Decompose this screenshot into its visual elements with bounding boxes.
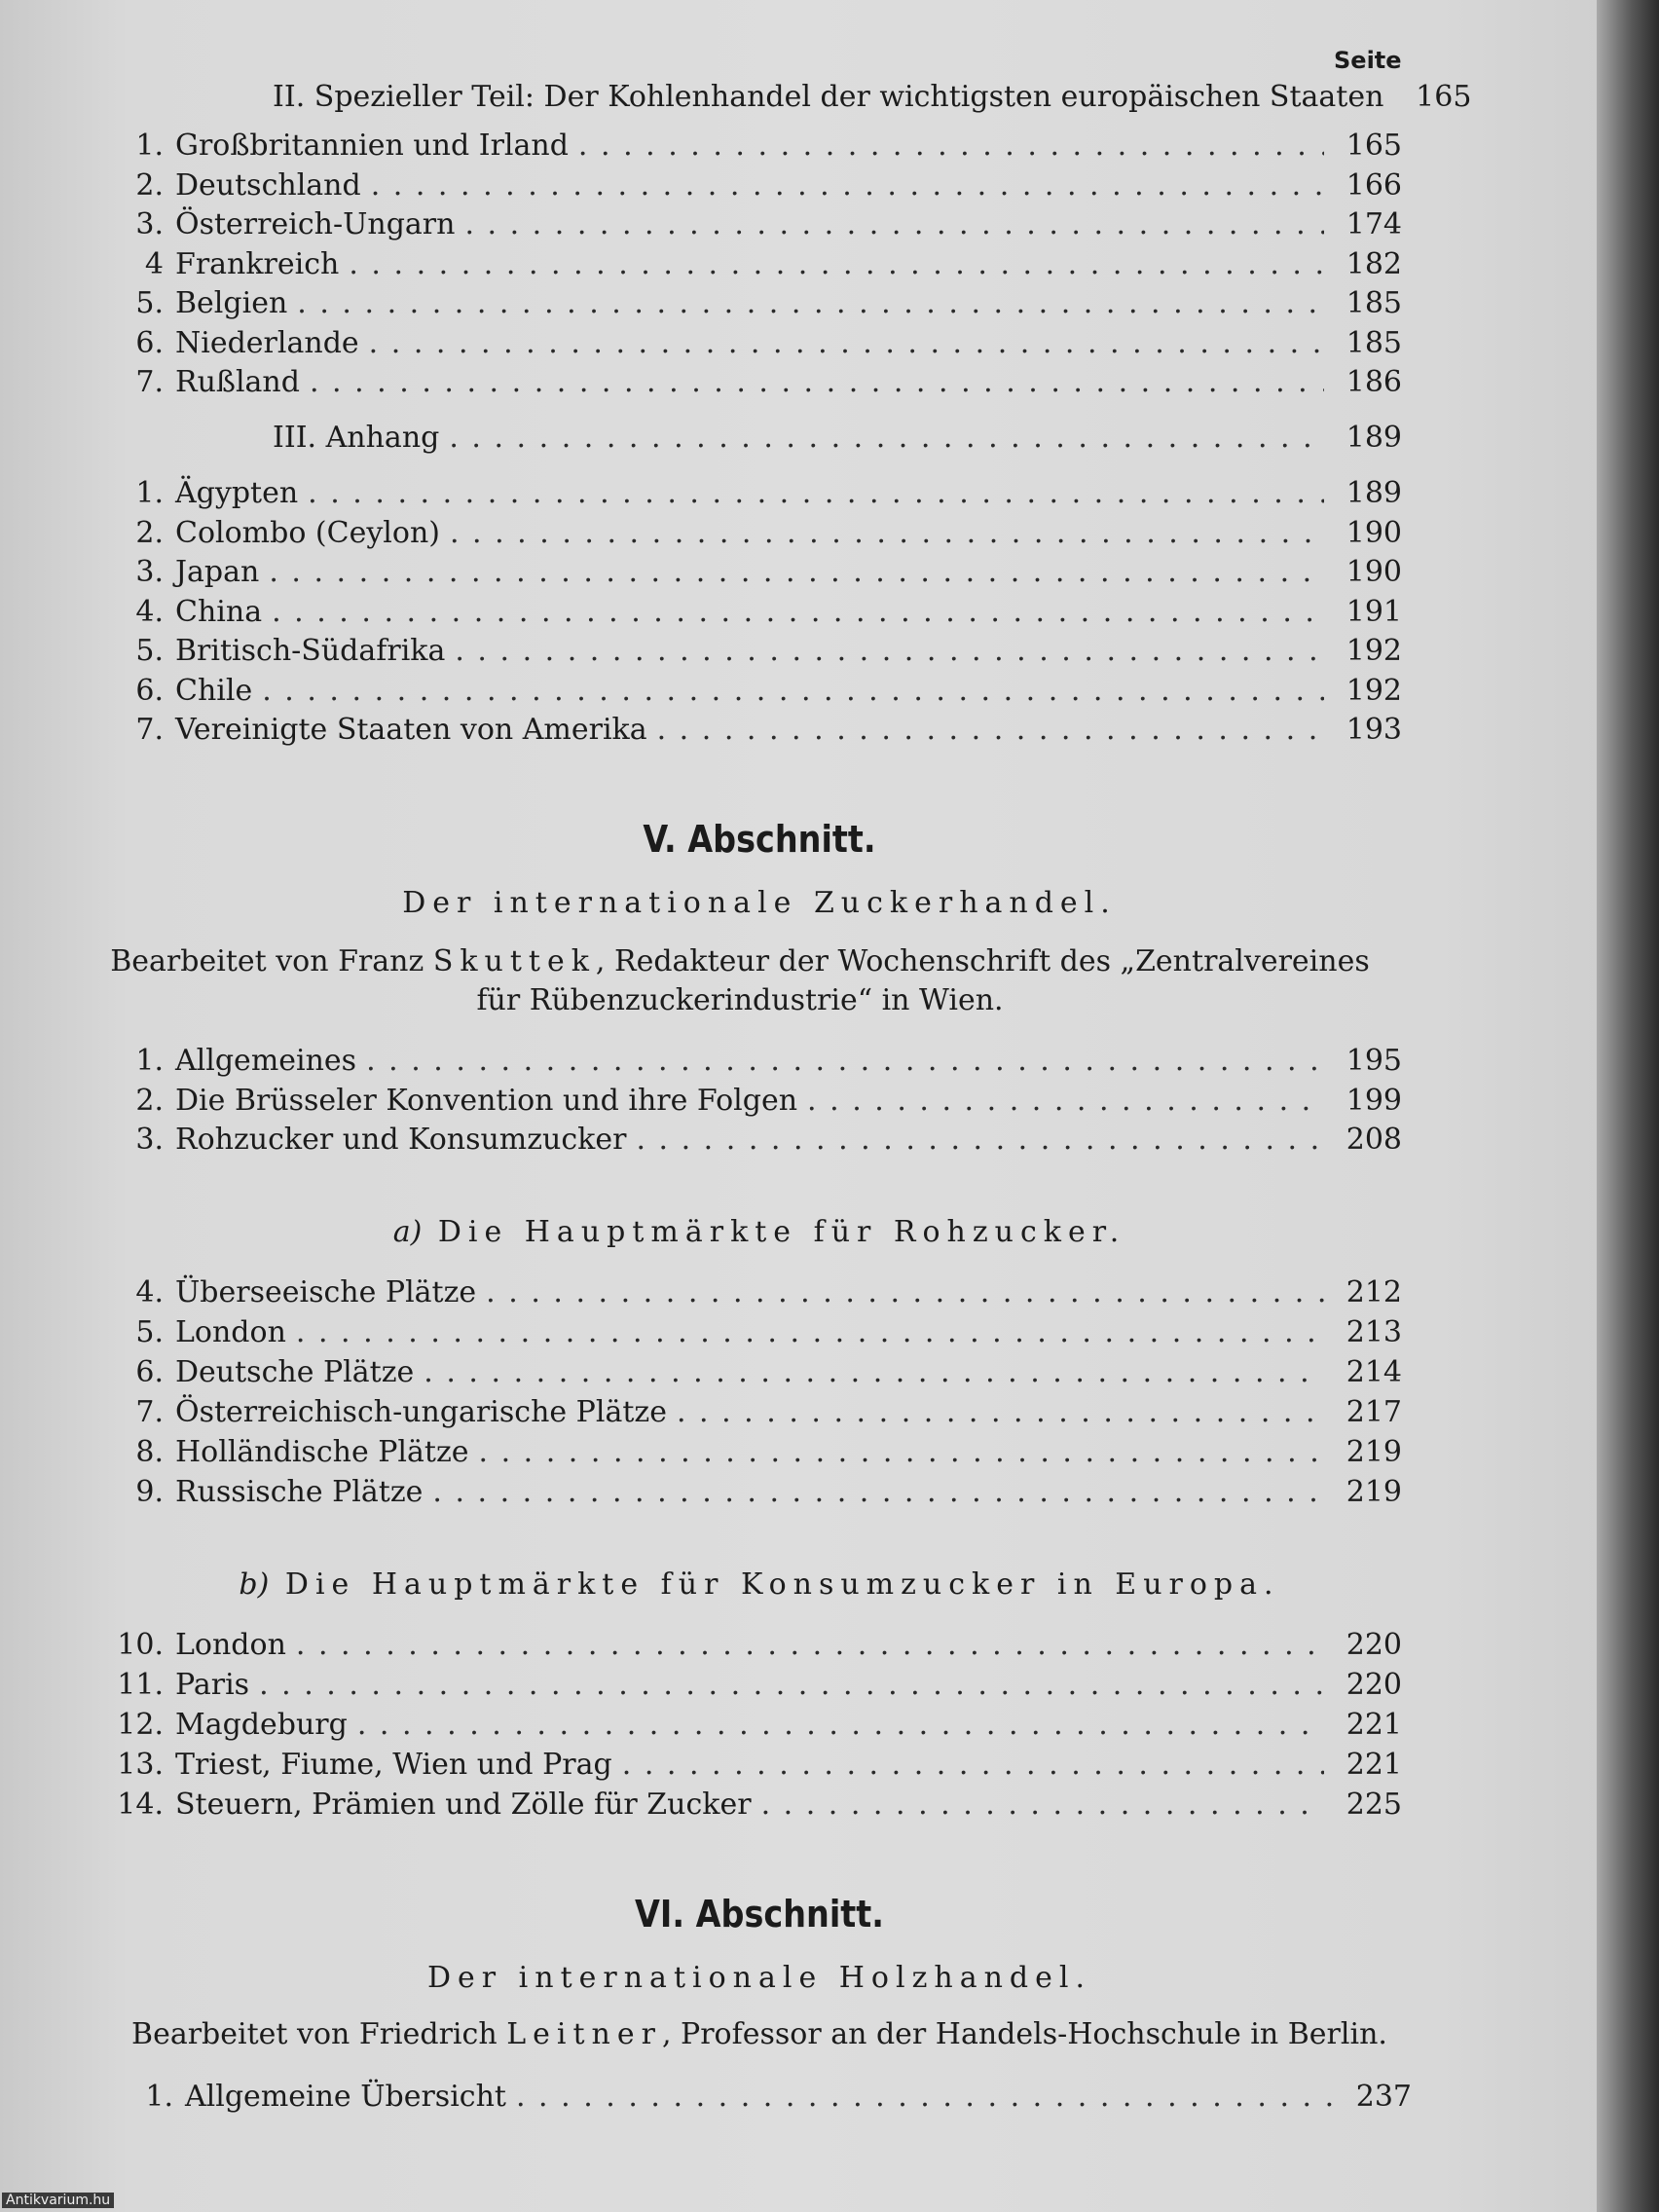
abschnitt-v-byline [0,942,1480,1020]
toc-label: Russische Plätze [175,1475,424,1509]
subsection-text: Die Hauptmärkte für Rohzucker. [437,1215,1126,1249]
toc-label: Paris [175,1668,250,1702]
toc-entry [107,516,1402,555]
toc-label: Vereinigte Staaten von Amerika [175,713,647,747]
toc-page: 220 [1346,1628,1402,1662]
toc-entry [107,674,1402,713]
toc-label: Steuern, Prämien und Zölle für Zucker [175,1788,752,1822]
leader-dots [761,1788,1324,1822]
subsection-letter: a) [392,1215,423,1249]
toc-num: 3. [135,207,164,241]
toc-num: 5. [135,1315,164,1349]
toc-label: II. Spezieller Teil: Der Kohlenhandel der wichtigsten europäischen Staaten [273,80,1384,114]
toc-page: 212 [1346,1275,1402,1309]
toc-label: Österreich-Ungarn [175,207,456,241]
toc-num: 7. [135,713,164,747]
toc-page: 192 [1346,634,1402,668]
toc-page: 191 [1346,595,1402,629]
toc-entry [107,1123,1402,1161]
toc-num: 3. [135,555,164,589]
toc-num: 14. [117,1788,164,1822]
toc-page: 185 [1346,286,1402,320]
leader-dots [296,1315,1324,1349]
abschnitt-vi-heading: VI. Abschnitt. [635,1893,884,1936]
leader-dots [262,674,1324,708]
toc-entry [107,1748,1402,1787]
book-gutter-shadow [1597,0,1659,2212]
toc-entry [107,1395,1402,1434]
toc-page: 189 [1346,421,1402,455]
toc-entry [107,168,1402,207]
toc-entry [107,1628,1402,1667]
toc-section-ii [107,80,1472,119]
toc-label: Überseeische Plätze [175,1275,477,1309]
toc-page: 219 [1346,1475,1402,1509]
leader-dots [657,713,1324,747]
leader-dots [297,286,1324,320]
leader-dots [516,2080,1334,2114]
toc-num: 5. [135,634,164,668]
toc-entry [107,1275,1402,1314]
toc-page: 221 [1346,1708,1402,1742]
toc-label: London [175,1315,286,1349]
abschnitt-v-subtitle: Der internationale Zuckerhandel. [402,886,1117,920]
toc-label: Niederlande [175,326,359,360]
toc-page: 174 [1346,207,1402,241]
toc-entry [107,1044,1402,1083]
toc-label: Rußland [175,365,300,399]
toc-label: Deutsche Plätze [175,1355,415,1389]
leader-dots [432,1475,1324,1509]
byline-text: , Professor an der Handels-Hochschule in Berlin. [661,2017,1387,2051]
subsection-letter: b) [239,1567,270,1602]
byline-text: , Redakteur der Wochenschrift des „Zentralvereines [595,944,1370,978]
toc-num: 7. [135,1395,164,1429]
toc-entry [107,595,1402,634]
abschnitt-v-heading: V. Abschnitt. [643,818,876,861]
leader-dots [449,421,1324,455]
toc-page: 165 [1416,80,1472,114]
toc-entry [107,207,1402,246]
byline-text: für Rübenzuckerindustrie“ in Wien. [476,983,1004,1017]
leader-dots [424,1355,1324,1389]
toc-label: Belgien [175,286,288,320]
toc-page: 213 [1346,1315,1402,1349]
toc-num: 12. [117,1708,164,1742]
toc-num: 1. [145,2080,173,2114]
toc-label: Die Brüsseler Konvention und ihre Folgen [175,1084,798,1118]
toc-page: 221 [1346,1748,1402,1782]
toc-num: 6. [135,1355,164,1389]
toc-num: 6. [135,326,164,360]
toc-label: Deutschland [175,168,361,203]
leader-dots [486,1275,1324,1309]
byline-text: Bearbeitet von Franz [110,944,424,978]
toc-entry [107,326,1402,365]
toc-page: 182 [1346,247,1402,281]
leader-dots [455,634,1324,668]
toc-label: China [175,595,263,629]
abschnitt-vi-byline [0,2015,1519,2054]
byline-author: Skuttek [432,944,596,978]
toc-label: Großbritannien und Irland [175,129,569,163]
toc-num: 4. [135,595,164,629]
leader-dots [349,247,1324,281]
leader-dots [371,168,1324,203]
toc-num: 1. [135,1044,164,1078]
toc-num: 1. [135,129,164,163]
toc-label: Österreichisch-ungarische Plätze [175,1395,667,1429]
toc-entry [107,1475,1402,1514]
toc-entry [107,634,1402,673]
subsection-b-title [0,1567,1519,1602]
toc-entry [107,1788,1402,1826]
toc-label: Magdeburg [175,1708,348,1742]
toc-label: Allgemeines [175,1044,357,1078]
leader-dots [807,1084,1324,1118]
byline-author: Leitner [506,2017,662,2051]
toc-page: 192 [1346,674,1402,708]
leader-dots [357,1708,1324,1742]
toc-num: 2. [135,516,164,550]
toc-num: 5. [135,286,164,320]
toc-entry [107,365,1402,404]
subsection-a-title [0,1215,1519,1249]
toc-entry [107,247,1402,286]
toc-label: Triest, Fiume, Wien und Prag [175,1748,612,1782]
toc-page: 193 [1346,713,1402,747]
toc-entry [107,1668,1402,1707]
toc-page: 165 [1346,129,1402,163]
toc-entry [107,286,1402,325]
toc-entry [107,713,1402,752]
toc-entry [107,1315,1402,1354]
seite-column-label: Seite [1334,47,1402,74]
toc-num: 1. [135,476,164,510]
leader-dots [677,1395,1324,1429]
leader-dots [464,207,1324,241]
byline-text: Bearbeitet von Friedrich [131,2017,498,2051]
toc-page: 219 [1346,1435,1402,1469]
toc-label: Frankreich [175,247,340,281]
toc-label: Allgemeine Übersicht [185,2080,506,2114]
leader-dots [636,1123,1324,1157]
toc-num: 9. [135,1475,164,1509]
toc-page: 166 [1346,168,1402,203]
toc-entry [107,1084,1402,1123]
abschnitt-vi-subtitle: Der internationale Holzhandel. [426,1961,1091,1995]
toc-num: 10. [117,1628,164,1662]
leader-dots [259,1668,1324,1702]
leader-dots [272,595,1324,629]
toc-page: 195 [1346,1044,1402,1078]
toc-page: 190 [1346,555,1402,589]
toc-entry [107,1708,1402,1747]
toc-label: Britisch-Südafrika [175,634,446,668]
toc-page: 214 [1346,1355,1402,1389]
leader-dots [578,129,1324,163]
toc-num: 11. [117,1668,164,1702]
toc-page: 199 [1346,1084,1402,1118]
toc-entry [117,2080,1412,2119]
toc-label: Chile [175,674,253,708]
toc-num: 2. [135,168,164,203]
toc-page: 190 [1346,516,1402,550]
toc-page: 186 [1346,365,1402,399]
toc-num: 6. [135,674,164,708]
leader-dots [479,1435,1324,1469]
toc-label: III. Anhang [273,421,440,455]
leader-dots [366,1044,1324,1078]
toc-num: 3. [135,1123,164,1157]
toc-num: 13. [117,1748,164,1782]
toc-page: 237 [1355,2080,1412,2114]
toc-num: 4. [135,1275,164,1309]
toc-page: 217 [1346,1395,1402,1429]
toc-label: London [175,1628,286,1662]
toc-num: 7. [135,365,164,399]
toc-section-iii [107,421,1402,460]
toc-entry [107,1355,1402,1394]
leader-dots [296,1628,1324,1662]
leader-dots [369,326,1324,360]
toc-entry [107,1435,1402,1474]
toc-page: 225 [1346,1788,1402,1822]
toc-num: 2. [135,1084,164,1118]
leader-dots [310,365,1324,399]
watermark: Antikvarium.hu [2,2193,114,2208]
toc-entry [107,129,1402,167]
toc-label: Holländische Plätze [175,1435,469,1469]
toc-entry [107,476,1402,515]
toc-page: 220 [1346,1668,1402,1702]
leader-dots [269,555,1324,589]
toc-page: 208 [1346,1123,1402,1157]
subsection-text: Die Hauptmärkte für Konsumzucker in Europa. [284,1567,1280,1602]
toc-label: Japan [175,555,260,589]
toc-entry [107,555,1402,594]
leader-dots [450,516,1324,550]
toc-page: 185 [1346,326,1402,360]
toc-label: Ägypten [175,476,299,510]
toc-num: 8. [135,1435,164,1469]
leader-dots [622,1748,1324,1782]
leader-dots [308,476,1324,510]
toc-page: 189 [1346,476,1402,510]
toc-num: 4 [144,247,164,281]
toc-label: Rohzucker und Konsumzucker [175,1123,627,1157]
toc-label: Colombo (Ceylon) [175,516,440,550]
